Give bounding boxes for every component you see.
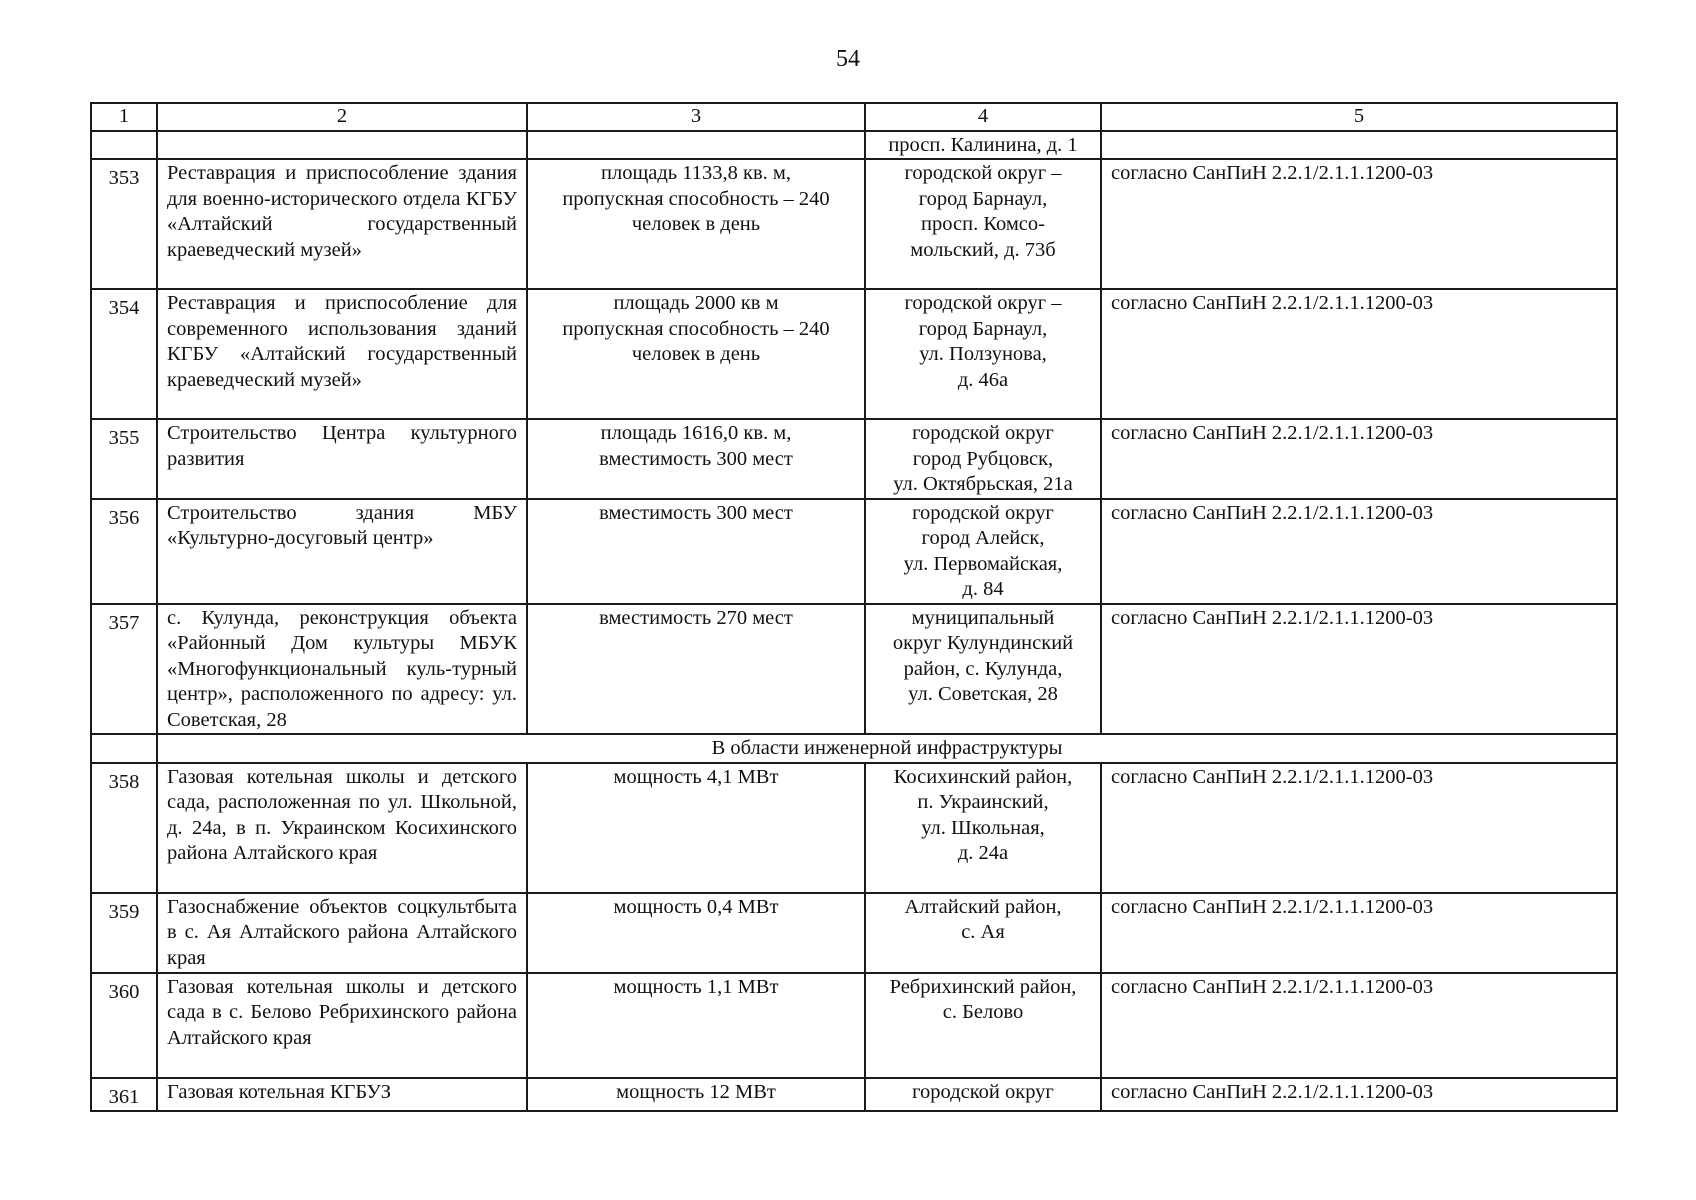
sanitary-norm: согласно СанПиН 2.2.1/2.1.1.1200-03 <box>1101 499 1617 604</box>
location-line: д. 24а <box>957 842 1009 864</box>
object-name: Газовая котельная школы и детского сада, расположенная по ул. Школьной, д. 24а, в п. Украинском Косихинского района Алтайского края <box>157 763 527 893</box>
object-location <box>865 419 1101 499</box>
header-cell-2: 2 <box>157 103 527 131</box>
location-line: Алтайский район, <box>904 895 1062 918</box>
location-line: мольский, д. 73б <box>910 238 1056 261</box>
location-line: город Рубцовск, <box>912 447 1054 470</box>
table-row <box>91 893 1617 973</box>
location-line: ул. Первомайская, <box>903 552 1063 575</box>
location-line: д. 84 <box>962 578 1004 600</box>
location-line: с. Ая <box>961 921 1005 943</box>
object-capacity <box>527 419 865 499</box>
header-cell-5: 5 <box>1101 103 1617 131</box>
object-name: Газовая котельная школы и детского сада в с. Белово Ребрихинского района Алтайского края <box>157 973 527 1078</box>
sanitary-norm: согласно СанПиН 2.2.1/2.1.1.1200-03 <box>1101 973 1617 1078</box>
object-name: с. Кулунда, реконструкция объекта «Районный Дом культуры МБУК «Многофункциональный куль-турный центр», расположенного по адресу: ул. Советская, 28 <box>157 604 527 735</box>
capacity-line: вместимость 270 мест <box>599 606 793 629</box>
row-number: 361 <box>91 1078 157 1112</box>
object-capacity <box>527 763 865 893</box>
table-row <box>91 499 1617 604</box>
location-line: город Барнаул, <box>918 317 1048 340</box>
page-number: 54 <box>836 46 860 72</box>
table-row <box>91 973 1617 1078</box>
row-number: 353 <box>91 159 157 289</box>
capacity-line: пропускная способность – 240 <box>562 187 830 210</box>
table-row <box>91 289 1617 419</box>
row-number: 360 <box>91 973 157 1078</box>
object-location <box>865 893 1101 973</box>
object-name: Газоснабжение объектов соцкультбыта в с. Ая Алтайского района Алтайского края <box>157 893 527 973</box>
row-number: 355 <box>91 419 157 499</box>
location-line: ул. Ползунова, <box>919 343 1047 365</box>
sanitary-norm: согласно СанПиН 2.2.1/2.1.1.1200-03 <box>1101 763 1617 893</box>
row-number: 354 <box>91 289 157 419</box>
section-row <box>91 734 1617 763</box>
location-line: Косихинский район, <box>893 765 1073 788</box>
location-line: п. Украинский, <box>917 791 1049 813</box>
location-line: муниципальный <box>911 606 1055 629</box>
capacity-line: пропускная способность – 240 <box>562 317 830 340</box>
location-line: с. Белово <box>942 1001 1024 1023</box>
object-location <box>865 289 1101 419</box>
location-line: город Барнаул, <box>918 187 1048 210</box>
object-location <box>865 159 1101 289</box>
location-line: просп. Комсо- <box>921 213 1045 235</box>
capacity-line: мощность 4,1 МВт <box>613 765 779 788</box>
location-line: городской округ <box>912 422 1054 444</box>
row-number: 359 <box>91 893 157 973</box>
object-capacity <box>527 499 865 604</box>
object-location <box>865 973 1101 1078</box>
location-line: город Алейск, <box>921 527 1045 549</box>
continuation-capacity-cell <box>527 131 865 160</box>
object-name: Строительство Центра культурного развития <box>157 419 527 499</box>
capacity-line: вместимость 300 мест <box>599 501 793 524</box>
object-capacity <box>527 1078 865 1112</box>
location-line: городской округ <box>912 1080 1054 1103</box>
continuation-num-cell <box>91 131 157 160</box>
sanitary-norm: согласно СанПиН 2.2.1/2.1.1.1200-03 <box>1101 419 1617 499</box>
sanitary-norm: согласно СанПиН 2.2.1/2.1.1.1200-03 <box>1101 604 1617 735</box>
capacity-line: площадь 2000 кв м <box>613 292 779 314</box>
sanitary-norm: согласно СанПиН 2.2.1/2.1.1.1200-03 <box>1101 289 1617 419</box>
table-row <box>91 159 1617 289</box>
table-row <box>91 419 1617 499</box>
sanitary-norm: согласно СанПиН 2.2.1/2.1.1.1200-03 <box>1101 159 1617 289</box>
capacity-line: площадь 1133,8 кв. м, <box>601 162 791 184</box>
continuation-row <box>91 131 1617 160</box>
capacity-line: вместимость 300 мест <box>599 447 793 470</box>
location-line: д. 46а <box>957 368 1009 391</box>
row-number: 358 <box>91 763 157 893</box>
capacity-line: мощность 12 МВт <box>616 1080 776 1103</box>
header-cell-3: 3 <box>527 103 865 131</box>
table-row <box>91 1078 1617 1112</box>
continuation-address: просп. Калинина, д. 1 <box>865 131 1101 160</box>
capacity-line: мощность 1,1 МВт <box>613 975 779 998</box>
section-title: В области инженерной инфраструктуры <box>157 734 1617 763</box>
sanitary-norm: согласно СанПиН 2.2.1/2.1.1.1200-03 <box>1101 893 1617 973</box>
object-name: Реставрация и приспособление для современного использования зданий КГБУ «Алтайский государственный краеведческий музей» <box>157 289 527 419</box>
location-line: округ Кулундинский <box>892 632 1074 654</box>
location-line: городской округ – <box>904 162 1062 184</box>
row-number: 357 <box>91 604 157 735</box>
table-row <box>91 763 1617 893</box>
continuation-norm-cell <box>1101 131 1617 160</box>
object-capacity <box>527 604 865 735</box>
object-name: Строительство здания МБУ «Культурно-досуговый центр» <box>157 499 527 604</box>
location-line: ул. Октябрьская, 21а <box>893 473 1073 495</box>
object-location <box>865 604 1101 735</box>
sanitary-norm: согласно СанПиН 2.2.1/2.1.1.1200-03 <box>1101 1078 1617 1112</box>
location-line: городской округ – <box>904 292 1062 314</box>
capacity-line: человек в день <box>631 213 761 235</box>
capacity-line: человек в день <box>631 343 761 365</box>
object-location <box>865 1078 1101 1112</box>
object-capacity <box>527 893 865 973</box>
object-capacity <box>527 159 865 289</box>
location-line: городской округ <box>912 501 1054 524</box>
object-location <box>865 499 1101 604</box>
section-empty-cell <box>91 734 157 763</box>
table-row <box>91 604 1617 735</box>
capacity-line: площадь 1616,0 кв. м, <box>600 422 792 444</box>
location-line: ул. Советская, 28 <box>908 683 1058 705</box>
object-name: Газовая котельная КГБУЗ <box>157 1078 527 1112</box>
table-header-row <box>91 103 1617 131</box>
capacity-line: мощность 0,4 МВт <box>613 895 779 918</box>
location-line: район, с. Кулунда, <box>903 657 1063 680</box>
location-line: ул. Школьная, <box>921 816 1045 839</box>
location-line: Ребрихинский район, <box>889 975 1077 998</box>
header-cell-1: 1 <box>91 103 157 131</box>
objects-table <box>90 102 1618 1112</box>
object-capacity <box>527 289 865 419</box>
continuation-name-cell <box>157 131 527 160</box>
header-cell-4: 4 <box>865 103 1101 131</box>
row-number: 356 <box>91 499 157 604</box>
object-capacity <box>527 973 865 1078</box>
object-name: Реставрация и приспособление здания для военно-исторического отдела КГБУ «Алтайский государственный краеведческий музей» <box>157 159 527 289</box>
object-location <box>865 763 1101 893</box>
